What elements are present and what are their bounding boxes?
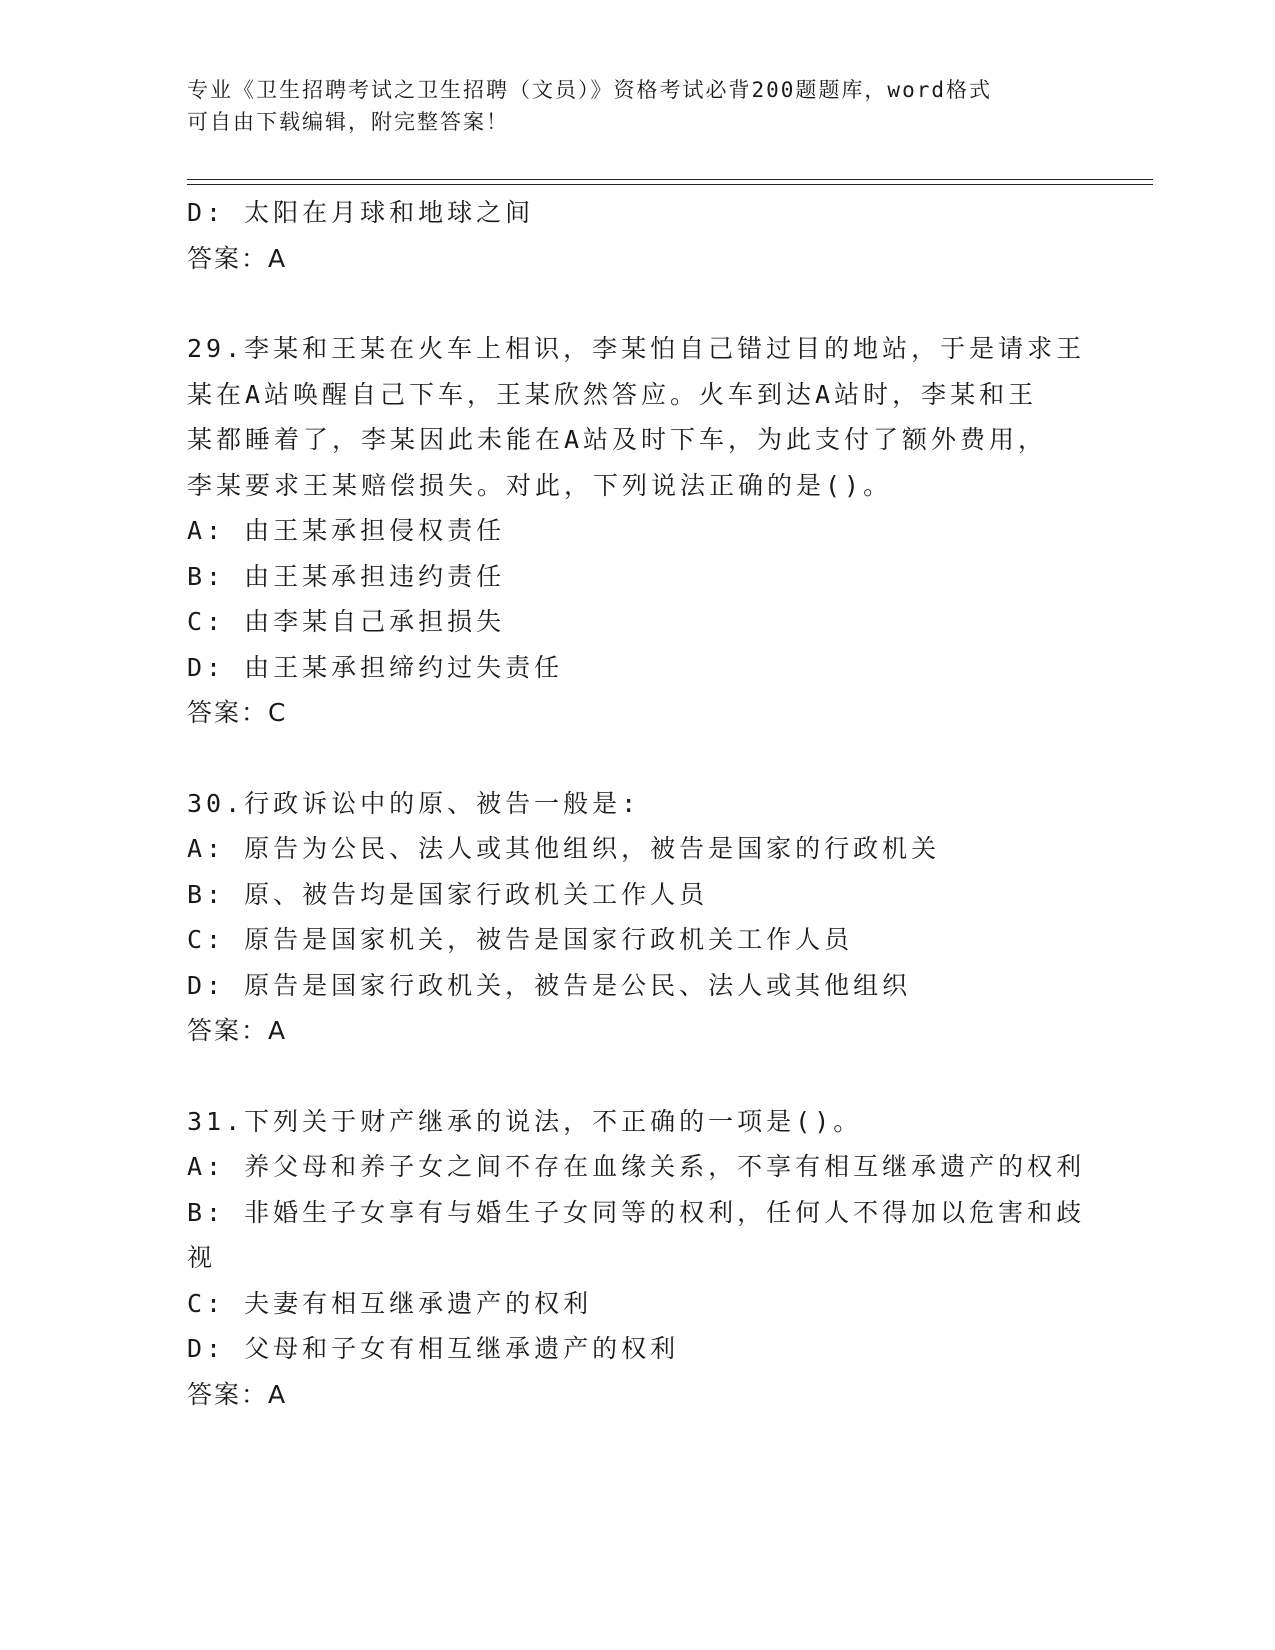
previous-question-tail: [187, 190, 1087, 281]
option-d: D: 原告是国家行政机关，被告是公民、法人或其他组织: [187, 970, 912, 1000]
option-c: C: 夫妻有相互继承遗产的权利: [187, 1288, 593, 1318]
option-b: B: 原、被告均是国家行政机关工作人员: [187, 879, 709, 909]
option-b-continuation: 视: [187, 1243, 217, 1272]
question-stem-line: 李某要求王某赔偿损失。对此，下列说法正确的是()。: [187, 470, 893, 500]
option-b: B: 非婚生子女享有与婚生子女同等的权利，任何人不得加以危害和歧: [187, 1197, 1086, 1227]
answer-line: 答案：A: [187, 1016, 288, 1045]
answer-line: 答案：A: [187, 243, 288, 273]
option-c: C: 原告是国家机关，被告是国家行政机关工作人员: [187, 925, 854, 954]
header-divider-bottom: [187, 184, 1153, 185]
option-c: C: 由李某自己承担损失: [187, 607, 506, 636]
question-stem-line: 某都睡着了，李某因此未能在A站及时下车，为此支付了额外费用，: [187, 425, 1048, 454]
option-d: D: 父母和子女有相互继承遗产的权利: [187, 1334, 680, 1363]
question-stem-line: 29.李某和王某在火车上相识，李某怕自己错过目的地站，于是请求王: [187, 334, 1086, 363]
option-b: B: 由王某承担违约责任: [187, 561, 506, 591]
answer-line: 答案：C: [187, 698, 288, 727]
answer-line: 答案：A: [187, 1379, 288, 1409]
option-d: D: 由王某承担缔约过失责任: [187, 652, 564, 682]
question-29: [187, 326, 1087, 736]
document-header: [187, 74, 1067, 138]
header-divider-top: [187, 179, 1153, 180]
option-a: A: 原告为公民、法人或其他组织，被告是国家的行政机关: [187, 834, 941, 863]
option-a: A: 由王某承担侵权责任: [187, 516, 506, 545]
header-title-line-1: 专业《卫生招聘考试之卫生招聘（文员）》资格考试必背200题题库，word格式: [187, 78, 992, 102]
question-31: [187, 1099, 1087, 1418]
option-a: A: 养父母和养子女之间不存在血缘关系，不享有相互继承遗产的权利: [187, 1152, 1086, 1181]
document-body: [187, 190, 1087, 1417]
question-30: [187, 781, 1087, 1054]
question-stem-line: 30.行政诉讼中的原、被告一般是:: [187, 788, 641, 818]
question-stem-line: 31.下列关于财产继承的说法，不正确的一项是()。: [187, 1106, 863, 1136]
question-stem-line: 某在A站唤醒自己下车，王某欣然答应。火车到达A站时，李某和王: [187, 379, 1038, 409]
option-d: D: 太阳在月球和地球之间: [187, 198, 535, 227]
header-title-line-2: 可自由下载编辑，附完整答案！: [187, 110, 509, 134]
